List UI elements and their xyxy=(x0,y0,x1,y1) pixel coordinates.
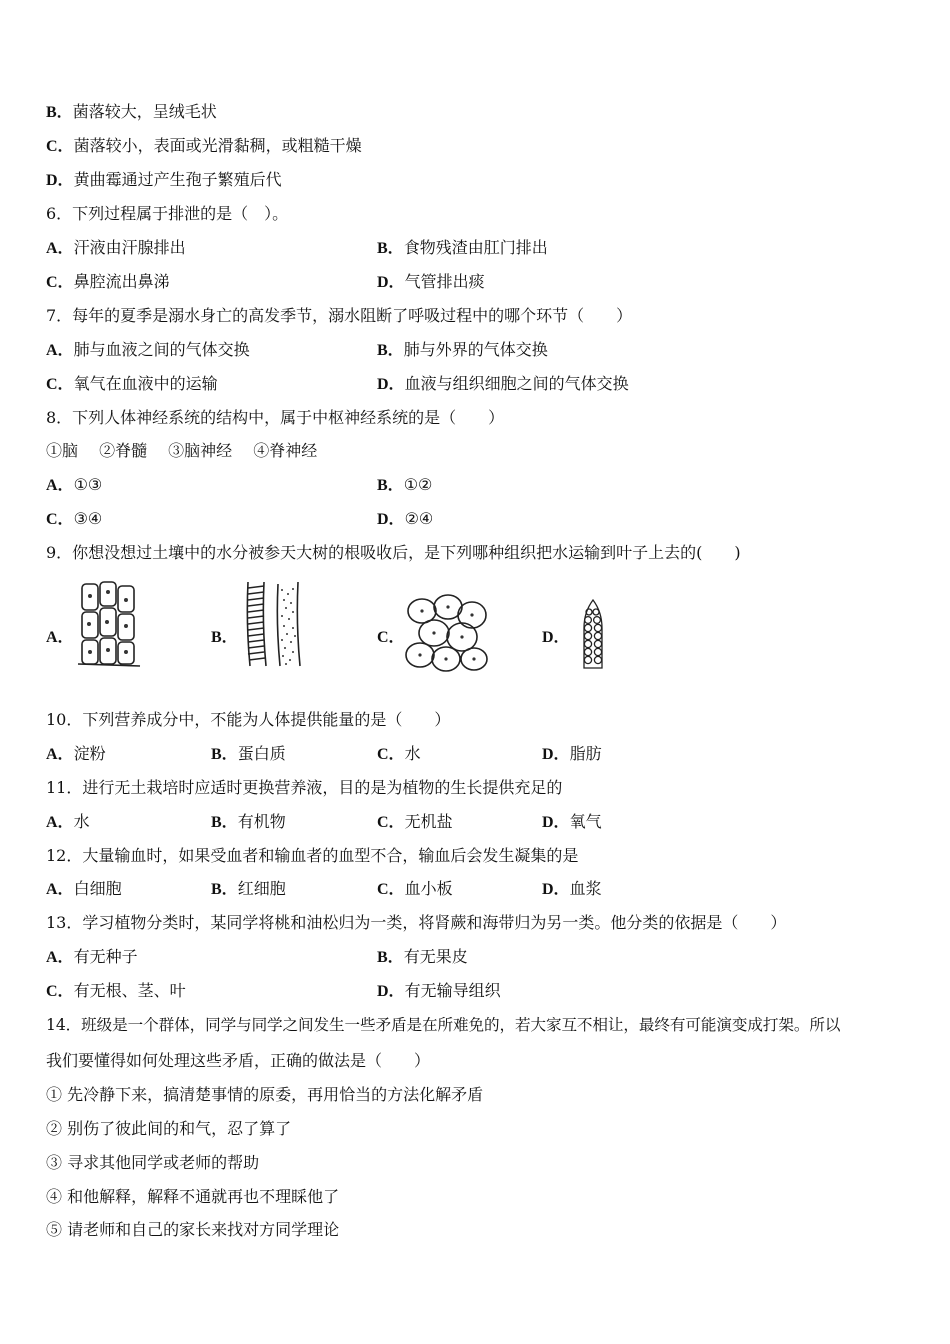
q6-option-c: C．鼻腔流出鼻涕 xyxy=(46,272,170,291)
q10-option-d: D．脂肪 xyxy=(542,744,602,763)
q6-option-d: D．气管排出痰 xyxy=(377,272,485,291)
q12-option-c: C．血小板 xyxy=(377,879,453,898)
q14-statement-1: ① 先冷静下来，搞清楚事情的原委，再用恰当的方法化解矛盾 xyxy=(46,1085,484,1104)
q7-option-a: A．肺与血液之间的气体交换 xyxy=(46,340,250,359)
q14-statement-5: ⑤ 请老师和自己的家长来找对方同学理论 xyxy=(46,1220,340,1239)
q13-option-d: D．有无输导组织 xyxy=(377,981,501,1000)
q5-option-d: D．黄曲霉通过产生孢子繁殖后代 xyxy=(46,170,282,189)
q9-option-c: C． xyxy=(377,629,405,646)
q8-option-a: A．①③ xyxy=(46,475,103,494)
q11-option-c: C．无机盐 xyxy=(377,812,453,831)
q8-option-d: D．②④ xyxy=(377,509,434,528)
q8-items: ①脑 ②脊髓 ③脑神经 ④脊神经 xyxy=(46,441,318,460)
figure-b-vessels xyxy=(240,578,306,670)
q11-option-a: A．水 xyxy=(46,812,90,831)
q6-option-b: B．食物残渣由肛门排出 xyxy=(377,238,548,257)
q11-stem: 11．进行无土栽培时应适时更换营养液，目的是为植物的生长提供充足的 xyxy=(46,778,563,797)
q5-option-b: B．菌落较大，呈绒毛状 xyxy=(46,102,217,121)
q14-stem-line1: 14．班级是一个群体，同学与同学之间发生一些矛盾是在所难免的，若大家互不相让，最终有可能演变成打架。所以 xyxy=(46,1016,841,1034)
q12-option-d: D．血浆 xyxy=(542,879,602,898)
q14-stem-line2: 我们要懂得如何处理这些矛盾，正确的做法是（ ） xyxy=(46,1051,431,1070)
q13-option-c: C．有无根、茎、叶 xyxy=(46,981,186,1000)
q14-statement-4: ④ 和他解释，解释不通就再也不理睬他了 xyxy=(46,1187,340,1206)
q14-statement-2: ② 别伤了彼此间的和气，忍了算了 xyxy=(46,1119,292,1138)
q9-stem: 9．你想没想过土壤中的水分被参天大树的根吸收后，是下列哪种组织把水运输到叶子上去的( ) xyxy=(46,543,741,562)
q11-option-b: B．有机物 xyxy=(211,812,286,831)
q8-stem: 8．下列人体神经系统的结构中，属于中枢神经系统的是（ ） xyxy=(46,408,505,427)
q12-option-a: A．白细胞 xyxy=(46,879,122,898)
q9-option-b: B． xyxy=(211,629,238,646)
q13-option-b: B．有无果皮 xyxy=(377,947,468,966)
q6-stem: 6．下列过程属于排泄的是（ ）。 xyxy=(46,204,289,223)
q10-stem: 10．下列营养成分中，不能为人体提供能量的是（ ） xyxy=(46,710,451,729)
q6-option-a: A．汗液由汗腺排出 xyxy=(46,238,186,257)
q7-option-b: B．肺与外界的气体交换 xyxy=(377,340,548,359)
q7-option-d: D．血液与组织细胞之间的气体交换 xyxy=(377,374,629,393)
q10-option-a: A．淀粉 xyxy=(46,744,106,763)
q7-option-c: C．氧气在血液中的运输 xyxy=(46,374,218,393)
q10-option-b: B．蛋白质 xyxy=(211,744,286,763)
q11-option-d: D．氧气 xyxy=(542,812,602,831)
figure-a-cells xyxy=(76,580,142,668)
q12-option-b: B．红细胞 xyxy=(211,879,286,898)
figure-c-round-cells xyxy=(402,593,494,673)
q8-option-b: B．①② xyxy=(377,475,433,494)
q12-stem: 12．大量输血时，如果受血者和输血者的血型不合，输血后会发生凝集的是 xyxy=(46,846,579,865)
q5-option-c: C．菌落较小，表面或光滑黏稠，或粗糙干燥 xyxy=(46,136,362,155)
q9-option-a: A． xyxy=(46,629,74,646)
q14-statement-3: ③ 寻求其他同学或老师的帮助 xyxy=(46,1153,260,1172)
q8-option-c: C．③④ xyxy=(46,509,103,528)
q10-option-c: C．水 xyxy=(377,744,421,763)
q13-stem: 13．学习植物分类时，某同学将桃和油松归为一类，将肾蕨和海带归为另一类。他分类的依据是（ ） xyxy=(46,913,787,932)
figure-d-tip-cells xyxy=(578,598,608,672)
q9-option-d: D． xyxy=(542,629,570,646)
q13-option-a: A．有无种子 xyxy=(46,947,138,966)
q7-stem: 7．每年的夏季是溺水身亡的高发季节，溺水阻断了呼吸过程中的哪个环节（ ） xyxy=(46,306,633,325)
